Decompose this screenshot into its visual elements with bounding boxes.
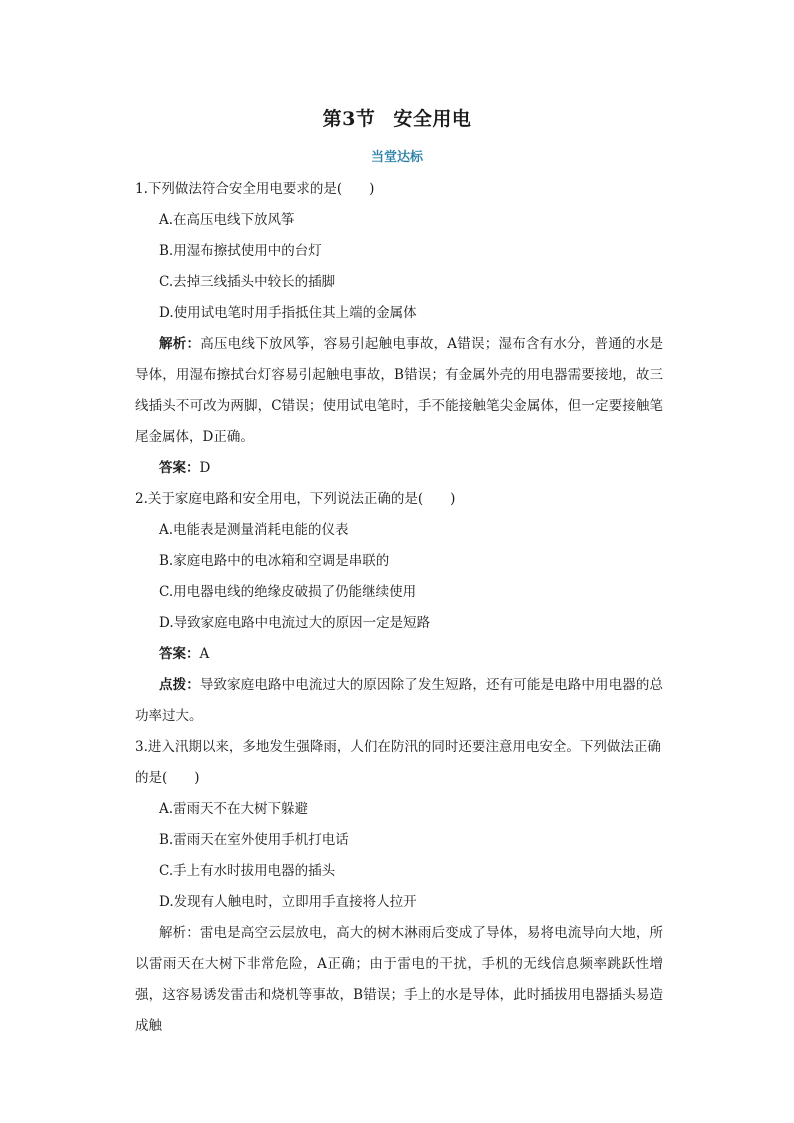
content-body <box>135 174 663 1042</box>
option-b: B.家庭电路中的电冰箱和空调是串联的 <box>159 553 390 569</box>
option-d: D.导致家庭电路中电流过大的原因一定是短路 <box>159 615 431 631</box>
option-d: D.发现有人触电时，立即用手直接将人拉开 <box>159 894 417 910</box>
option-d: D.使用试电笔时用手指抵住其上端的金属体 <box>159 305 417 321</box>
answer <box>135 639 663 670</box>
option-c: C.用电器电线的绝缘皮破损了仍能继续使用 <box>159 584 417 600</box>
question-stem: 2.关于家庭电路和安全用电，下列说法正确的是( ) <box>135 491 456 507</box>
answer-label: 答案： <box>159 646 200 662</box>
answer-label: 答案： <box>159 460 200 476</box>
hint-label: 点拨： <box>159 677 200 693</box>
analysis-label: 解析： <box>159 925 200 941</box>
section-subtitle: 当堂达标 <box>370 150 423 165</box>
section-title: 安全用电 <box>393 108 472 130</box>
page-title <box>0 104 794 131</box>
analysis <box>135 329 663 453</box>
answer-value: D <box>199 460 211 476</box>
option-a: A.雷雨天不在大树下躲避 <box>159 801 309 817</box>
question-3 <box>135 732 663 1042</box>
analysis-label: 解析： <box>159 336 201 352</box>
analysis-text: 高压电线下放风筝，容易引起触电事故，A错误；湿布含有水分，普通的水是导体，用湿布擦拭台灯容易引起触电事故，B错误；有金属外壳的用电器需要接地，故三线插头不可改为两脚，C错误；使用试电笔时，手不能接触笔尖金属体，但一定要接触笔尾金属体，D正确。 <box>135 336 663 445</box>
option-b: B.用湿布擦拭使用中的台灯 <box>159 243 322 259</box>
question-1 <box>135 174 663 484</box>
question-stem-line-1: 3.进入汛期以来，多地发生强降雨，人们在防汛的同时还要注意用电安全。下列做法正确 <box>135 739 661 755</box>
question-stem: 1.下列做法符合安全用电要求的是( ) <box>135 181 375 197</box>
option-c: C.手上有水时拔用电器的插头 <box>159 863 336 879</box>
option-b: B.雷雨天在室外使用手机打电话 <box>159 832 349 848</box>
answer-value: A <box>199 646 210 662</box>
option-a: A.电能表是测量消耗电能的仪表 <box>159 522 349 538</box>
answer <box>135 453 663 484</box>
hint-text: 导致家庭电路中电流过大的原因除了发生短路，还有可能是电路中用电器的总功率过大。 <box>135 677 663 724</box>
analysis-text: 雷电是高空云层放电，高大的树木淋雨后变成了导体，易将电流导向大地，所以雷雨天在大树下非常危险，A正确；由于雷电的干扰，手机的无线信息频率跳跃性增强，这容易诱发雷击和烧机等事故，B错误；手上的水是导体，此时插拔用电器插头易造成触 <box>135 925 663 1034</box>
option-c: C.去掉三线插头中较长的插脚 <box>159 274 336 290</box>
option-a: A.在高压电线下放风筝 <box>159 212 295 228</box>
section-number: 第3节 <box>322 108 376 130</box>
analysis <box>135 918 663 1042</box>
hint <box>135 670 663 732</box>
question-stem-line-2: 的是( ) <box>135 770 200 786</box>
question-2 <box>135 484 663 732</box>
